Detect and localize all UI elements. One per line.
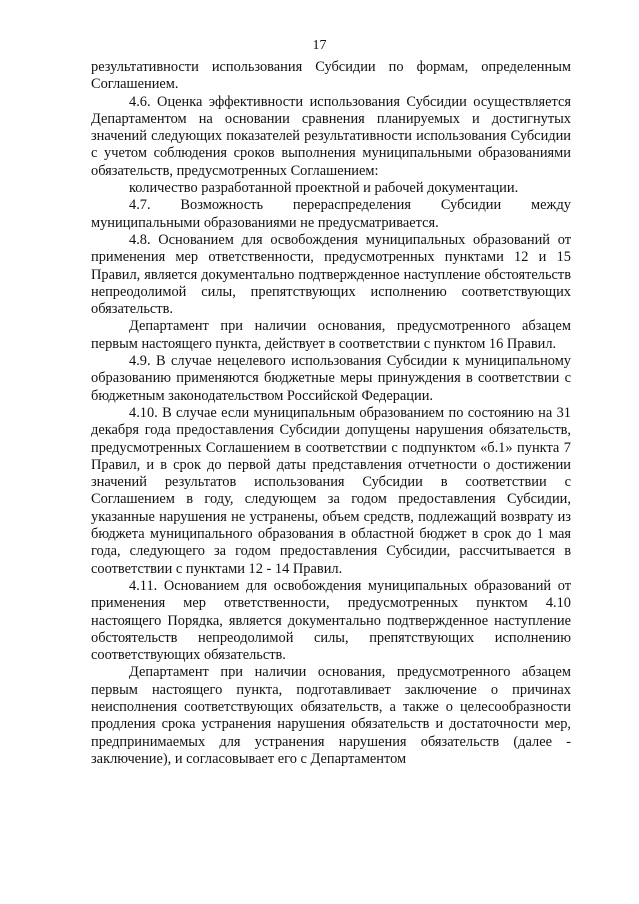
paragraph-4-8-department: Департамент при наличии основания, предусмотренного абзацем первым настоящего пункта, действует в соответствии с пунктом 16 Правил. — [91, 318, 571, 352]
paragraph-4-6: 4.6. Оценка эффективности использования Субсидии осуществляется Департаментом на основании сравнения планируемых и достигнутых значений следующих показателей результативности использования Субсидии с учетом соблюдения сроков выполнения муниципальными образованиями обязательств, предусмотренных Соглашением: — [91, 93, 571, 179]
paragraph-4-10: 4.10. В случае если муниципальным образованием по состоянию на 31 декабря года предоставления Субсидии допущены нарушения обязательств, предусмотренных Соглашением в соответствии с подпунктом «б.1» пункта 7 Правил, и в срок до первой даты представления отчетности о достижении значений результатов использования Субсидии в соответствии с Соглашением в году, следующем за годом предоставления Субсидии, указанные нарушения не устранены, объем средств, подлежащий возврату из бюджета муниципального образования в областной бюджет в срок до 1 мая года, следующего за годом предоставления Субсидии, рассчитывается в соответствии с пунктами 12 - 14 Правил. — [91, 404, 571, 577]
paragraph-4-8: 4.8. Основанием для освобождения муниципальных образований от применения мер ответственности, предусмотренных пунктами 12 и 15 Правил, является документально подтвержденное наступление обстоятельств непреодолимой силы, препятствующих исполнению соответствующих обязательств. — [91, 231, 571, 318]
paragraph-4-11-department: Департамент при наличии основания, предусмотренного абзацем первым настоящего пункта, подготавливает заключение о причинах неисполнения соответствующих обязательств, а также о целесообразности продления срока устранения нарушения обязательств и достаточности мер, предпринимаемых для устранения нарушения обязательств (далее - заключение), и согласовывает его с Департаментом — [91, 664, 571, 767]
page-number: 17 — [312, 38, 327, 53]
paragraph-continuation: результативности использования Субсидии по формам, определенным Соглашением. — [91, 59, 571, 93]
document-body — [91, 59, 571, 768]
paragraph-4-9: 4.9. В случае нецелевого использования Субсидии к муниципальному образованию применяются бюджетные меры принуждения в соответствии с бюджетным законодательством Российской Федерации. — [91, 353, 571, 404]
paragraph-4-7: 4.7. Возможность перераспределения Субсидии между муниципальными образованиями не предусматривается. — [91, 197, 571, 231]
paragraph-4-11: 4.11. Основанием для освобождения муниципальных образований от применения мер ответственности, предусмотренных пунктом 4.10 настоящего Порядка, является документально подтвержденное наступление обстоятельств непреодолимой силы, препятствующих исполнению соответствующих обязательств. — [91, 577, 571, 664]
paragraph-indicator: количество разработанной проектной и рабочей документации. — [129, 180, 519, 197]
